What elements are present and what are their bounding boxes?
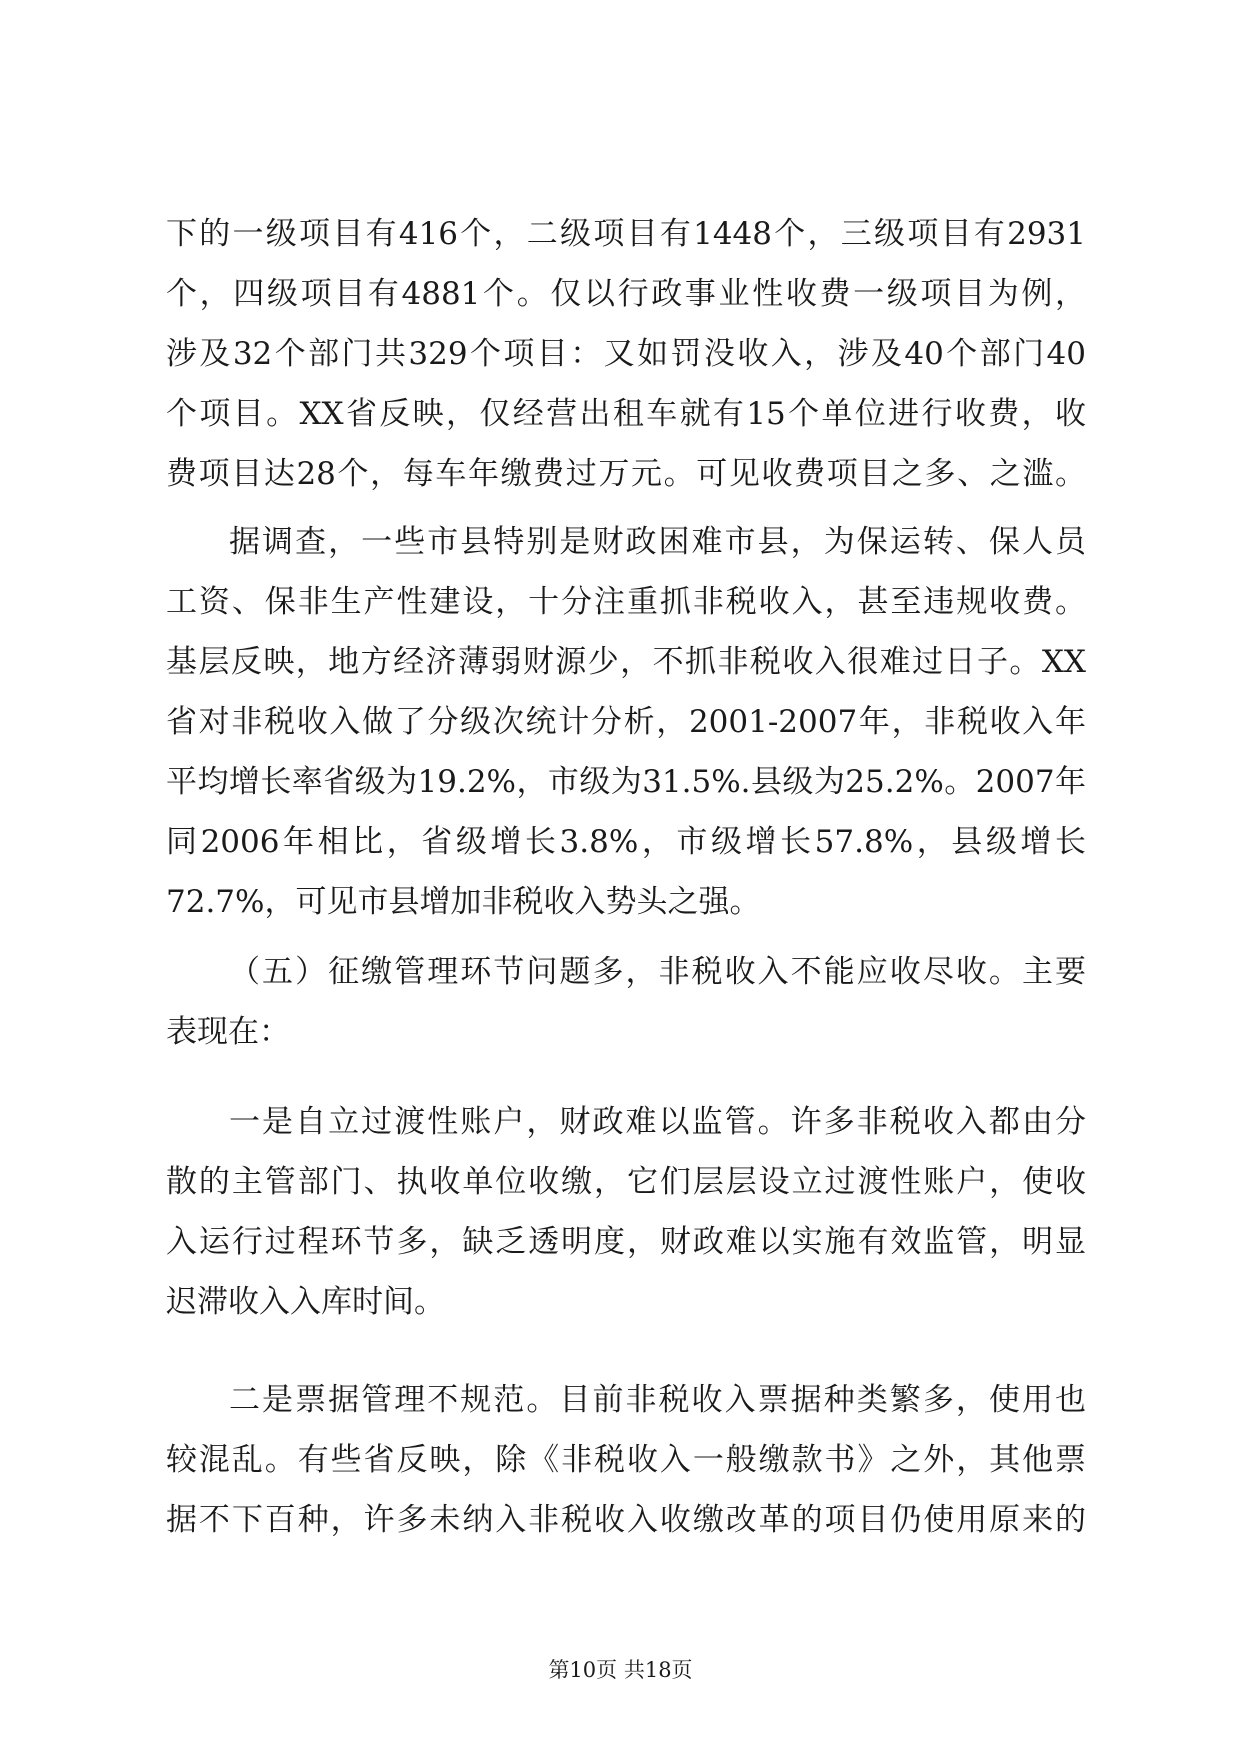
text-line: 省对非税收入做了分级次统计分析，2001-2007年，非税收入年: [166, 704, 1086, 740]
text-line: 迟滞收入入库时间。: [166, 1284, 445, 1320]
text-line: 据不下百种，许多未纳入非税收入收缴改革的项目仍使用原来的: [166, 1502, 1086, 1538]
text-line: 个项目。XX省反映，仅经营出租车就有15个单位进行收费，收: [166, 396, 1086, 432]
text-line: 个，四级项目有4881个。仅以行政事业性收费一级项目为例，: [166, 276, 1086, 312]
text-line: 据调查，一些市县特别是财政困难市县，为保运转、保人员: [229, 524, 1086, 560]
text-line: 同2006年相比，省级增长3.8%，市级增长57.8%，县级增长: [166, 824, 1086, 860]
text-line: （五）征缴管理环节问题多，非税收入不能应收尽收。主要: [229, 954, 1086, 990]
text-line: 二是票据管理不规范。目前非税收入票据种类繁多，使用也: [229, 1382, 1086, 1418]
text-line: 涉及32个部门共329个项目：又如罚没收入，涉及40个部门40: [166, 336, 1086, 372]
text-line: 较混乱。有些省反映，除《非税收入一般缴款书》之外，其他票: [166, 1442, 1086, 1478]
text-line: 入运行过程环节多，缺乏透明度，财政难以实施有效监管，明显: [166, 1224, 1086, 1260]
text-line: 工资、保非生产性建设，十分注重抓非税收入，甚至违规收费。: [166, 584, 1086, 620]
text-line: 平均增长率省级为19.2%，市级为31.5%.县级为25.2%。2007年: [166, 764, 1086, 800]
text-line: 表现在：: [166, 1014, 290, 1050]
text-line: 下的一级项目有416个，二级项目有1448个，三级项目有2931: [166, 216, 1086, 252]
text-line: 费项目达28个，每车年缴费过万元。可见收费项目之多、之滥。: [166, 456, 1086, 492]
text-line: 散的主管部门、执收单位收缴，它们层层设立过渡性账户，使收: [166, 1164, 1086, 1200]
page-footer: 第10页 共18页: [548, 1658, 693, 1682]
text-line: 一是自立过渡性账户，财政难以监管。许多非税收入都由分: [229, 1104, 1086, 1140]
text-line: 72.7%，可见市县增加非税收入势头之强。: [166, 884, 761, 920]
text-line: 基层反映，地方经济薄弱财源少，不抓非税收入很难过日子。XX: [166, 644, 1086, 680]
